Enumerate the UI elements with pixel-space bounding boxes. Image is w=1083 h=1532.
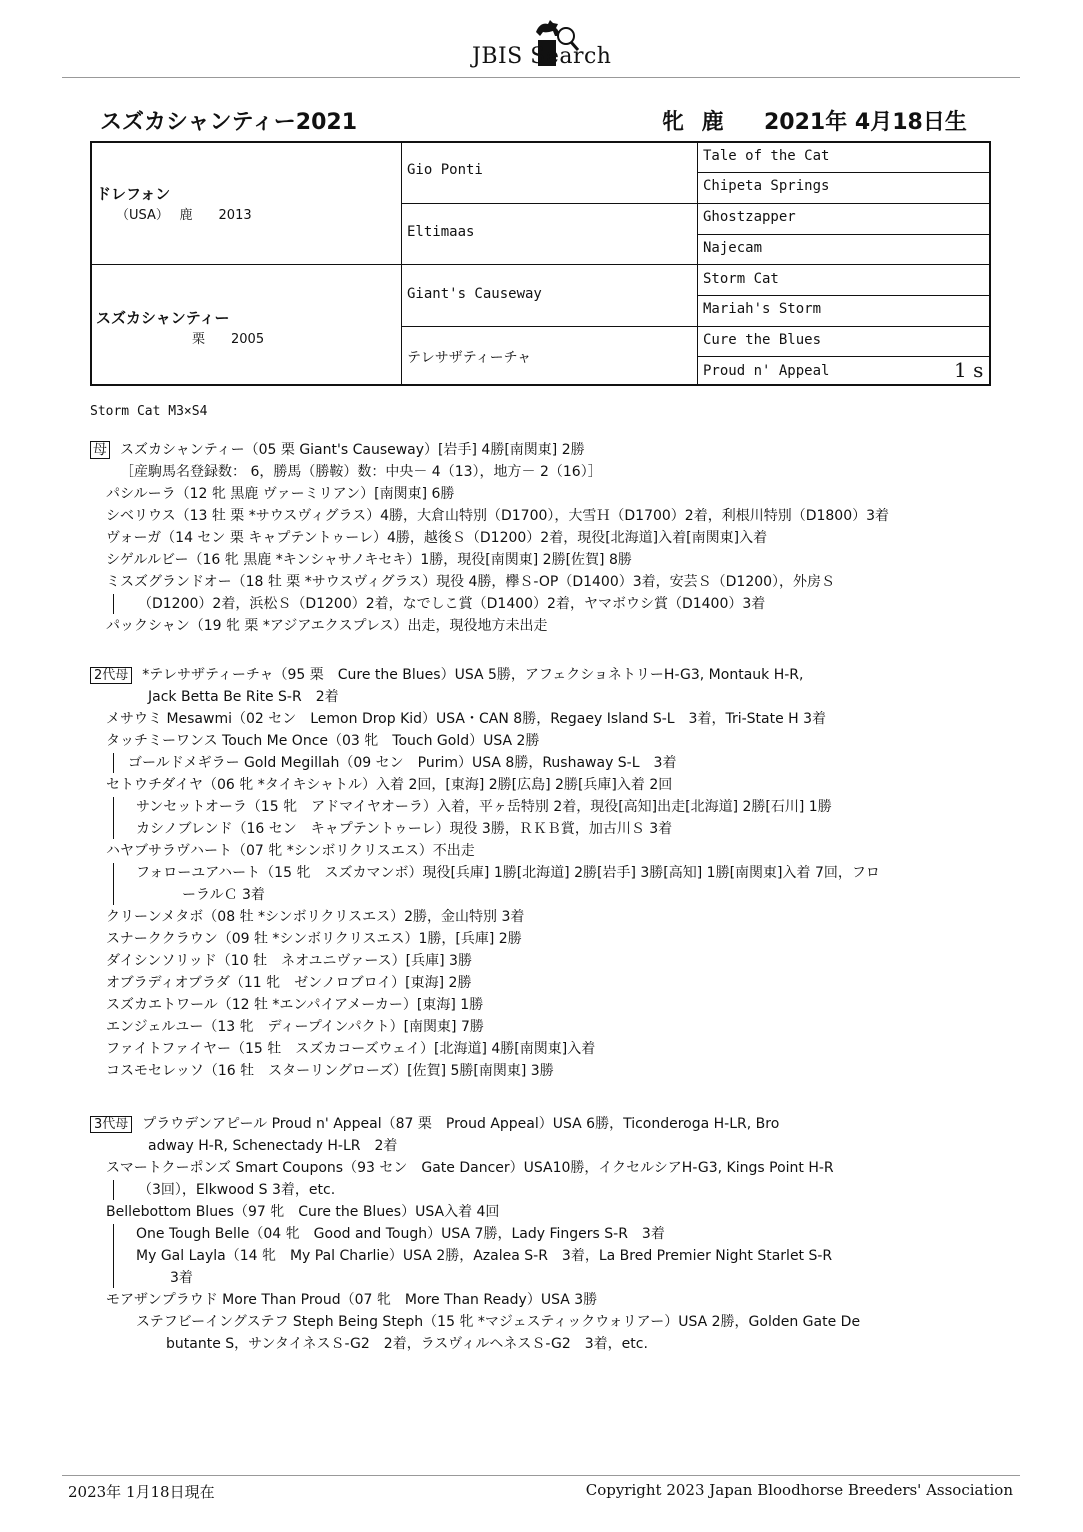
gen2-cell-4: テレサザティーチャ (407, 350, 532, 366)
footer-copyright: Copyright 2023 Japan Bloodhorse Breeders' Association (585, 1481, 1013, 1499)
dam-line-8: （D1200）2着，浜松Ｓ（D1200）2着，なでしこ賞（D1400）2着，ヤマボウシ賞（D1400）3着 (138, 596, 766, 612)
inbreeding: Storm Cat M3×S4 (90, 404, 208, 419)
gen2-line-3: メサウミ Mesawmi（02 セン Lemon Drop Kid）USA・CAN 8勝，Regaey Island S-L 3着，Tri-State H 3着 (106, 711, 827, 727)
gen3-cell-8: Proud n' Appeal (703, 363, 830, 379)
gen3-line-8: 3着 (170, 1270, 193, 1286)
indent-bar (113, 863, 114, 905)
ped-row-line (697, 264, 989, 265)
dam-name: スズカシャンティー (96, 309, 230, 327)
header-divider (62, 77, 1020, 78)
gen2-cell-3: Giant's Causeway (407, 286, 542, 302)
gen3-line-10: ステフビーイングステフ Steph Being Steph（15 牝 *マジェスティックウォリアー）USA 2勝，Golden Gate De (136, 1314, 861, 1330)
footer-divider (62, 1475, 1020, 1476)
ped-row-line (401, 326, 697, 327)
sire-name: ドレフォン (96, 185, 171, 203)
horse-name: スズカシャンティー2021 (100, 110, 358, 135)
ped-row-line (697, 172, 989, 173)
indent-bar (113, 1224, 114, 1288)
gen2-line-1 (90, 664, 803, 686)
dam-tag: 母 (90, 441, 110, 459)
gen2-line-9: ハヤブサラヴハート（07 牝 *シンボリクリスエス）不出走 (106, 843, 475, 859)
gen2-line-5: ゴールドメギラー Gold Megillah（09 セン Purim）USA 8勝，Rushaway S-L 3着 (128, 755, 677, 771)
gen2-line-13: スナーククラウン（09 牡 *シンボリクリスエス）1勝，[兵庫] 2勝 (106, 931, 522, 947)
birth-date: 2021年 4月18日生 (764, 110, 967, 135)
gen2-tag: 2代母 (90, 667, 132, 684)
gen3-cell-1: Tale of the Cat (703, 148, 830, 164)
gen3-tag: 3代母 (90, 1116, 132, 1133)
gen2-line-10: フォローユアハート（15 牝 スズカマンボ）現役[兵庫] 1勝[北海道] 2勝[岩手] 3勝[高知] 1勝[南関東]入着 7回，フロ (136, 865, 880, 881)
gen3-line-4: （3回），Elkwood S 3着，etc. (138, 1182, 336, 1198)
ped-row-line (697, 326, 989, 327)
logo-text (472, 44, 611, 69)
gen2-line-18: ファイトファイヤー（15 牡 スズカコーズウェイ）[北海道] 4勝[南関東]入着 (106, 1041, 596, 1057)
gen3-cell-7: Cure the Blues (703, 332, 822, 348)
dam-line-9: パックシャン（19 牝 栗 *アジアエクスプレス）出走，現役地方未出走 (106, 618, 548, 634)
gen3-cell-4: Najecam (703, 240, 763, 256)
gen3-line-9: モアザンプラウド More Than Proud（07 牝 More Than Ready）USA 3勝 (106, 1292, 598, 1308)
dam-line-2: ［産駒馬名登録数： 6，勝馬（勝鞍）数：中央－ 4（13），地方－ 2（16）］ (120, 464, 602, 480)
indent-bar (113, 753, 114, 773)
dam-line-5: ヴォーガ（14 セン 栗 キャプテントゥーレ）4勝，越後Ｓ（D1200）2着，現役[北海道]入着[南関東]入着 (106, 530, 768, 546)
ped-row-line (401, 203, 697, 204)
logo-label: JBIS Search (472, 44, 612, 69)
gen2-line-19: コスモセレッソ（16 牡 スターリングローズ）[佐賀] 5勝[南関東] 3勝 (106, 1063, 554, 1079)
family-number: 1 s (954, 358, 984, 382)
dam-line-6: シゲルルビー（16 牝 黒鹿 *キンシャサノキセキ）1勝，現役[南関東] 2勝[佐賀] 8勝 (106, 552, 632, 568)
indent-bar (113, 797, 114, 839)
pedigree-table (90, 141, 991, 386)
gen3-line-2: adway H-R, Schenectady H-LR 2着 (148, 1138, 398, 1154)
indent-bar (113, 1180, 114, 1200)
dam-line-7: ミスズグランドオー（18 牡 栗 *サウスヴィグラス）現役 4勝，欅Ｓ-OP（D1400）3着，安芸Ｓ（D1200），外房Ｓ (106, 574, 836, 590)
dam-text: スズカシャンティー（05 栗 Giant's Causeway）[岩手] 4勝[南関東] 2勝 (120, 442, 585, 458)
gen2-line-8: カシノブレンド（16 セン キャプテントゥーレ）現役 3勝，ＲＫＢ賞，加古川Ｓ 3着 (136, 821, 673, 837)
gen2-line-7: サンセットオーラ（15 牝 アドマイヤオーラ）入着，平ヶ岳特別 2着，現役[高知]出走[北海道] 2勝[石川] 1勝 (136, 799, 832, 815)
gen2-line-14: ダイシンソリッド（10 牡 ネオユニヴァース）[兵庫] 3勝 (106, 953, 472, 969)
gen2-line-16: スズカエトワール（12 牡 *エンパイアメーカー）[東海] 1勝 (106, 997, 484, 1013)
ped-row-line (401, 264, 697, 265)
ped-row-line (697, 234, 989, 235)
ped-row-line (697, 203, 989, 204)
gen2-line-11: ーラルＣ 3着 (182, 887, 265, 903)
gen3-line-1 (90, 1113, 779, 1135)
gen3-cell-6: Mariah's Storm (703, 301, 822, 317)
gen3-line-7: My Gal Layla（14 牝 My Pal Charlie）USA 2勝，Azalea S-R 3着，La Bred Premier Night Starlet S-R (136, 1248, 833, 1264)
gen3-line-6: One Tough Belle（04 牝 Good and Tough）USA 7勝，Lady Fingers S-R 3着 (136, 1226, 665, 1242)
gen3-line-3: スマートクーポンズ Smart Coupons（93 セン Gate Dancer）USA10勝，イクセルシアH-G3, Kings Point H-R (106, 1160, 834, 1176)
dam-line-1 (90, 439, 585, 461)
gen2-line-4: タッチミーワンス Touch Me Once（03 牝 Touch Gold）USA 2勝 (106, 733, 540, 749)
indent-bar (113, 594, 114, 614)
ped-row-line (92, 264, 401, 265)
dam-line-4: シベリウス（13 牡 栗 *サウスヴィグラス）4勝，大倉山特別（D1700），大雪Ｈ（D1700）2着，利根川特別（D1800）3着 (106, 508, 890, 524)
gen2-cell-2: Eltimaas (407, 224, 475, 240)
gen2-line-6: セトウチダイヤ（06 牝 *タイキシャトル）入着 2回，[東海] 2勝[広島] 2勝[兵庫]入着 2回 (106, 777, 673, 793)
gen3-cell-5: Storm Cat (703, 271, 779, 287)
sire-cell (96, 183, 252, 223)
sire-info: （USA） 鹿 2013 (116, 208, 252, 223)
gen3-cell-2: Chipeta Springs (703, 178, 830, 194)
ped-row-line (697, 295, 989, 296)
gen3-line-5: Bellebottom Blues（97 牝 Cure the Blues）USA入着 4回 (106, 1204, 500, 1220)
gen2-line-17: エンジェルユー（13 牝 ディープインパクト）[南関東] 7勝 (106, 1019, 484, 1035)
footer-date: 2023年 1月18日現在 (68, 1483, 215, 1501)
gen2-text: *テレサザティーチャ（95 栗 Cure the Blues）USA 5勝，アフェクショネトリーH-G3, Montauk H-R, (142, 667, 804, 683)
gen2-line-15: オブラディオブラダ（11 牝 ゼンノロブロイ）[東海] 2勝 (106, 975, 472, 991)
gen2-cell-1: Gio Ponti (407, 162, 483, 178)
gen2-line-12: クリーンメタボ（08 牡 *シンボリクリスエス）2勝，金山特別 3着 (106, 909, 525, 925)
gen3-line-11: butante S，サンタイネスＳ-G2 2着，ラスヴィルヘネスＳ-G2 3着，etc. (166, 1336, 648, 1352)
gen3-text: プラウデンアピール Proud n' Appeal（87 栗 Proud Appeal）USA 6勝，Ticonderoga H-LR, Bro (142, 1116, 780, 1132)
dam-cell (96, 307, 264, 347)
dam-line-3: パシルーラ（12 牝 黒鹿 ヴァーミリアン）[南関東] 6勝 (106, 486, 455, 502)
sex-color: 牝 鹿 (662, 110, 724, 135)
ped-row-line (697, 356, 989, 357)
gen2-line-2: Jack Betta Be Rite S-R 2着 (148, 689, 339, 705)
dam-info: 栗 2005 (192, 332, 265, 347)
gen3-cell-3: Ghostzapper (703, 209, 796, 225)
